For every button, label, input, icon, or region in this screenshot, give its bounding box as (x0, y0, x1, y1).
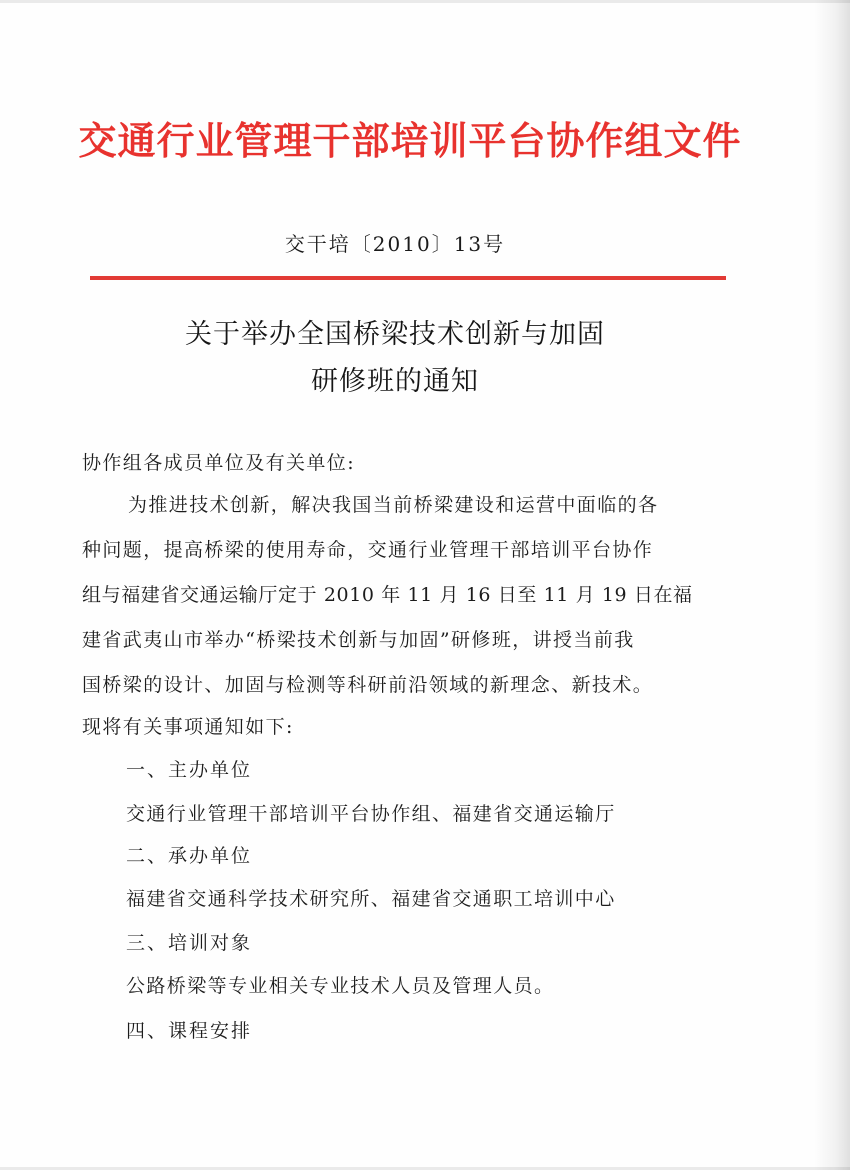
section-heading-co-organizer: 二、承办单位 (126, 845, 253, 867)
section-content-organizer: 交通行业管理干部培训平台协作组、福建省交通运输厅 (126, 803, 616, 825)
salutation: 协作组各成员单位及有关单位: (82, 452, 356, 474)
notice-title-line-1: 关于举办全国桥梁技术创新与加固 (185, 319, 605, 350)
scan-edge-right (814, 0, 850, 1170)
notice-title-line-2: 研修班的通知 (311, 366, 479, 397)
body-paragraph-line: 种问题，提高桥梁的使用寿命，交通行业管理干部培训平台协作 (82, 539, 654, 561)
document-header-title: 交通行业管理干部培训平台协作组文件 (78, 119, 742, 163)
body-paragraph-line: 建省武夷山市举办“桥梁技术创新与加固”研修班，讲授当前我 (82, 629, 635, 651)
section-heading-organizer: 一、主办单位 (126, 759, 253, 781)
body-paragraph-line: 为推进技术创新，解决我国当前桥梁建设和运营中面临的各 (128, 494, 659, 516)
red-divider-line (90, 276, 726, 280)
section-content-co-organizer: 福建省交通科学技术研究所、福建省交通职工培训中心 (126, 888, 616, 910)
section-content-audience: 公路桥梁等专业相关专业技术人员及管理人员。 (126, 975, 555, 997)
body-paragraph-line: 组与福建省交通运输厅定于 2010 年 11 月 16 日至 11 月 19 日在福 (82, 584, 693, 606)
document-number: 交干培〔2010〕13号 (284, 232, 506, 256)
section-heading-audience: 三、培训对象 (126, 932, 253, 954)
body-paragraph-line: 国桥梁的设计、加固与检测等科研前沿领域的新理念、新技术。 (82, 674, 654, 696)
body-paragraph-line: 现将有关事项通知如下: (82, 716, 294, 738)
scan-edge-top (0, 0, 850, 3)
section-heading-curriculum: 四、课程安排 (126, 1020, 253, 1042)
